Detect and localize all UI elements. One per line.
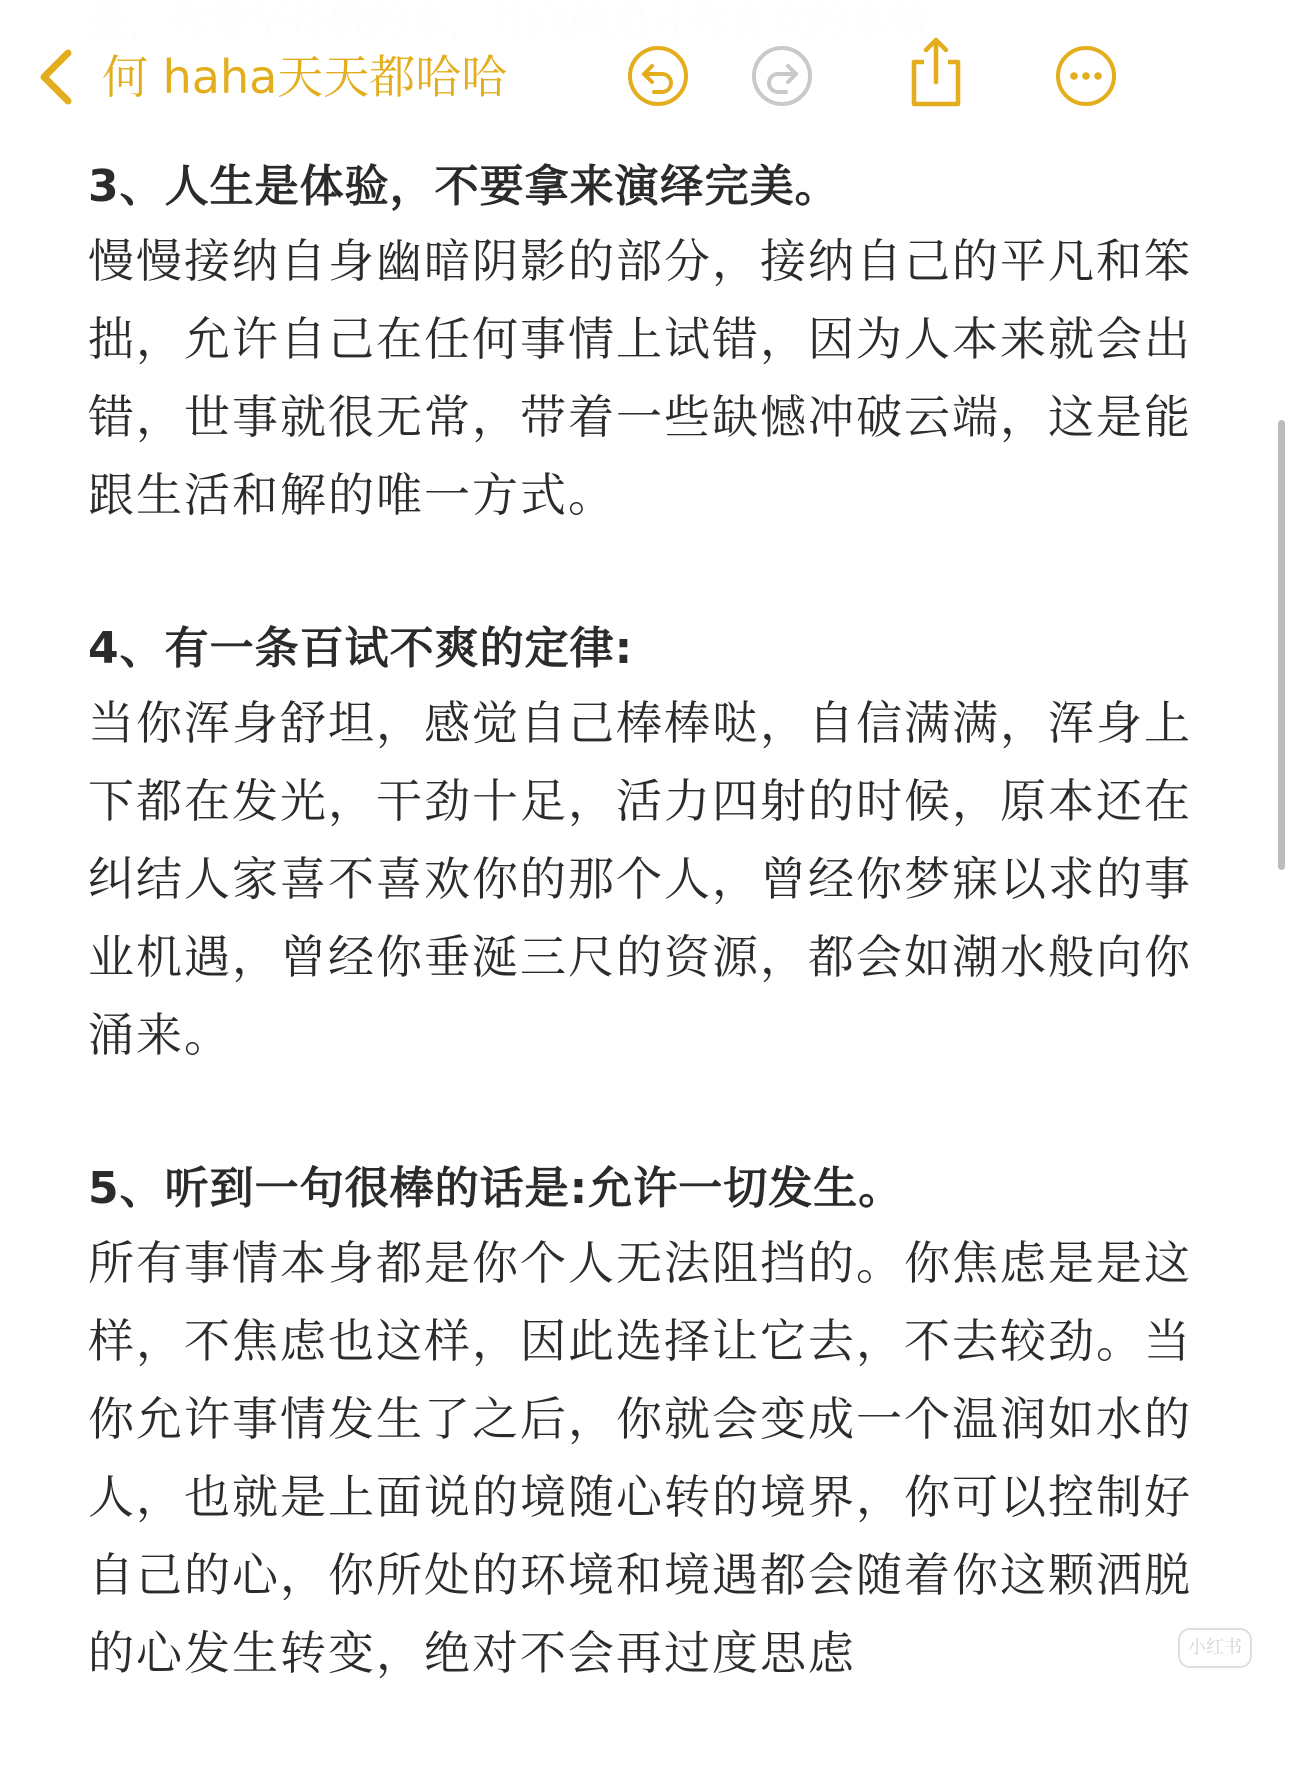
note-section-5 xyxy=(88,1154,1198,1692)
section-heading: 3、人生是体验，不要拿来演绎完美。 xyxy=(88,161,840,212)
note-section-3 xyxy=(88,152,1198,534)
section-body: 当你浑身舒坦，感觉自己棒棒哒，自信满满，浑身上下都在发光，干劲十足，活力四射的时候，原本还在纠结人家喜不喜欢你的那个人，曾经你梦寐以求的事业机遇，曾经你垂涎三尺的资源，都会如潮水般向你涌来。 xyxy=(88,696,1192,1062)
redo-icon xyxy=(750,44,814,108)
section-body: 所有事情本身都是你个人无法阻挡的。你焦虑是是这样，不焦虑也这样，因此选择让它去，不去较劲。当你允许事情发生了之后，你就会变成一个温润如水的人，也就是上面说的境随心转的境界，你可以控制好自己的心，你所处的环境和境遇都会随着你这颗洒脱的心发生转变，绝对不会再过度思虑 xyxy=(88,1236,1192,1680)
undo-button[interactable] xyxy=(626,44,690,108)
navigation-bar xyxy=(0,0,1290,150)
note-content[interactable] xyxy=(88,152,1198,1772)
back-button[interactable] xyxy=(36,42,507,112)
section-heading: 4、有一条百试不爽的定律: xyxy=(88,623,634,674)
section-body: 慢慢接纳自身幽暗阴影的部分，接纳自己的平凡和笨拙，允许自己在任何事情上试错，因为人本来就会出错，世事就很无常，带着一些缺憾冲破云端，这是能跟生活和解的唯一方式。 xyxy=(88,234,1192,522)
note-section-4 xyxy=(88,614,1198,1074)
section-heading: 5、听到一句很棒的话是:允许一切发生。 xyxy=(88,1163,904,1214)
undo-icon xyxy=(626,44,690,108)
vertical-scrollbar[interactable] xyxy=(1278,420,1285,870)
share-icon xyxy=(904,34,968,108)
ellipsis-icon xyxy=(1054,44,1118,108)
redo-button[interactable] xyxy=(750,44,814,108)
back-button-label: 何 haha天天都哈哈 xyxy=(102,50,508,104)
chevron-left-icon xyxy=(36,47,76,107)
more-options-button[interactable] xyxy=(1054,44,1118,108)
watermark-logo: 小红书 xyxy=(1178,1628,1252,1668)
share-button[interactable] xyxy=(904,34,968,108)
